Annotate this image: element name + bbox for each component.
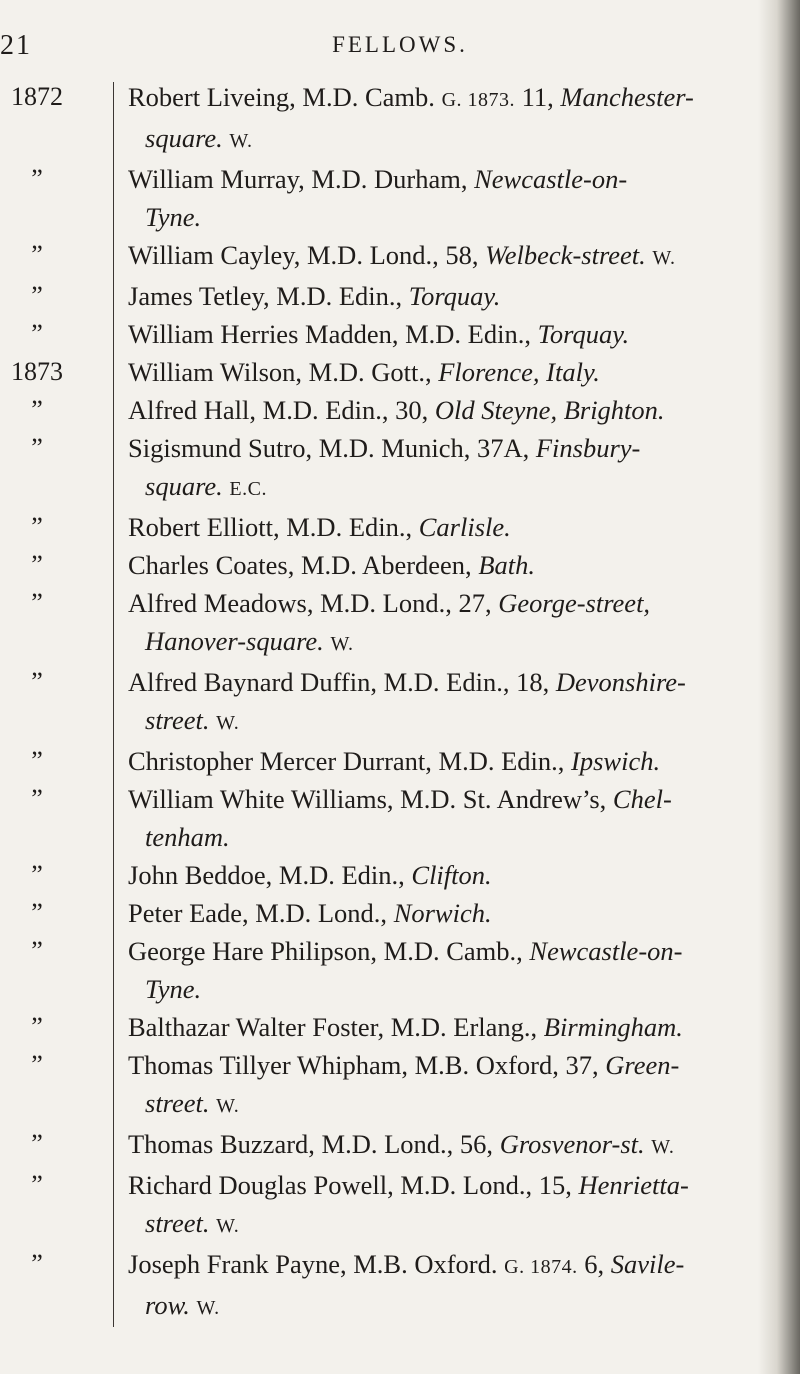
election-year: ” xyxy=(31,550,43,579)
election-year: ” xyxy=(31,898,43,927)
entry-text xyxy=(128,1125,768,1166)
entry-text xyxy=(128,236,768,277)
page-header xyxy=(0,30,800,70)
entry-line xyxy=(128,160,768,198)
entry-segment: Joseph Frank Payne, M.B. Oxford. xyxy=(128,1249,505,1279)
entry-segment: John Beddoe, M.D. Edin., xyxy=(128,860,412,890)
address-text: Carlisle. xyxy=(418,512,511,542)
address-text: Finsbury- xyxy=(535,433,641,463)
address-text: tenham. xyxy=(145,822,230,852)
address-text: Clifton. xyxy=(411,860,492,890)
fellow-entry xyxy=(0,1245,800,1327)
small-caps-text: W. xyxy=(652,247,676,269)
entry-line xyxy=(128,1166,768,1204)
address-text: Hanover-square. xyxy=(145,626,324,656)
entry-text xyxy=(128,1046,768,1125)
entry-segment: Christopher Mercer Durrant, M.D. Edin., xyxy=(128,746,572,776)
entry-continuation-line xyxy=(128,467,768,508)
entry-line xyxy=(128,315,768,353)
small-caps-text: W. xyxy=(196,1297,220,1319)
fellow-entry xyxy=(0,353,800,391)
entry-text xyxy=(128,1008,768,1046)
entry-text xyxy=(128,894,768,932)
election-year: ” xyxy=(31,746,43,775)
small-caps-text: W. xyxy=(216,1095,240,1117)
address-text: Torquay. xyxy=(408,281,501,311)
election-year: ” xyxy=(31,395,43,424)
entry-text xyxy=(128,1245,768,1327)
entry-text xyxy=(128,780,768,856)
small-caps-text: E.C. xyxy=(229,478,267,500)
election-year: ” xyxy=(31,784,43,813)
address-text: Ipswich. xyxy=(571,746,661,776)
address-text: Tyne. xyxy=(145,974,202,1004)
address-text: Grosvenor-st. xyxy=(499,1129,645,1159)
address-text: street. xyxy=(145,705,210,735)
fellow-entry xyxy=(0,1166,800,1245)
address-text: Henrietta- xyxy=(578,1170,689,1200)
entry-line xyxy=(128,1008,768,1046)
address-text: street. xyxy=(145,1088,210,1118)
entry-segment: William Murray, M.D. Durham, xyxy=(128,164,475,194)
running-title: FELLOWS. xyxy=(332,32,468,57)
entry-continuation-line xyxy=(128,970,768,1008)
address-text: Welbeck-street. xyxy=(485,240,646,270)
entry-line xyxy=(128,742,768,780)
address-text: Green- xyxy=(605,1050,680,1080)
address-text: George-street, xyxy=(498,588,651,618)
address-text: row. xyxy=(145,1290,190,1320)
entry-text xyxy=(128,277,768,315)
entry-continuation-line xyxy=(128,818,768,856)
entry-line xyxy=(128,894,768,932)
entry-segment: Robert Elliott, M.D. Edin., xyxy=(128,512,419,542)
fellow-entry xyxy=(0,1046,800,1125)
entry-segment: 6, xyxy=(577,1249,611,1279)
entry-line xyxy=(128,584,768,622)
address-text: Old Steyne, Brighton. xyxy=(434,395,665,425)
entry-continuation-line xyxy=(128,119,768,160)
entry-segment: James Tetley, M.D. Edin., xyxy=(128,281,409,311)
entry-segment: Thomas Buzzard, M.D. Lond., 56, xyxy=(128,1129,500,1159)
entry-continuation-line xyxy=(128,701,768,742)
election-year: ” xyxy=(31,1129,43,1158)
election-year: ” xyxy=(31,588,43,617)
entry-line xyxy=(128,277,768,315)
fellow-entry xyxy=(0,160,800,236)
election-year: ” xyxy=(31,319,43,348)
entry-text xyxy=(128,315,768,353)
entry-text xyxy=(128,78,768,160)
entry-segment: Thomas Tillyer Whipham, M.B. Oxford, 37, xyxy=(128,1050,606,1080)
election-year: ” xyxy=(31,512,43,541)
election-year: ” xyxy=(31,1050,43,1079)
entry-continuation-line xyxy=(128,1286,768,1327)
election-year: ” xyxy=(31,281,43,310)
page-number: 21 xyxy=(0,30,32,61)
entry-segment: Robert Liveing, M.D. Camb. xyxy=(128,82,442,112)
fellow-entry xyxy=(0,78,800,160)
entry-segment: George Hare Philipson, M.D. Camb., xyxy=(128,936,530,966)
entry-text xyxy=(128,856,768,894)
entry-continuation-line xyxy=(128,1084,768,1125)
entry-segment: Richard Douglas Powell, M.D. Lond., 15, xyxy=(128,1170,579,1200)
entry-segment: 11, xyxy=(515,82,561,112)
entry-segment: Balthazar Walter Foster, M.D. Erlang., xyxy=(128,1012,544,1042)
entry-text xyxy=(128,546,768,584)
entry-segment: Sigismund Sutro, M.D. Munich, 37A, xyxy=(128,433,536,463)
election-year: 1873 xyxy=(11,357,63,386)
entry-segment: William Cayley, M.D. Lond., 58, xyxy=(128,240,486,270)
election-year: ” xyxy=(31,1170,43,1199)
entry-text xyxy=(128,508,768,546)
entry-text xyxy=(128,1166,768,1245)
small-caps-text: W. xyxy=(216,1215,240,1237)
small-caps-text: W. xyxy=(229,130,253,152)
address-text: Manchester- xyxy=(560,82,694,112)
small-caps-text: W. xyxy=(216,712,240,734)
entry-text xyxy=(128,353,768,391)
fellow-entry xyxy=(0,391,800,429)
entry-text xyxy=(128,160,768,236)
address-text: Norwich. xyxy=(393,898,492,928)
entry-segment: William Herries Madden, M.D. Edin., xyxy=(128,319,538,349)
fellow-entry xyxy=(0,1125,800,1166)
fellow-entry xyxy=(0,742,800,780)
address-text: square. xyxy=(145,123,223,153)
address-text: Devonshire- xyxy=(555,667,686,697)
address-text: Chel- xyxy=(612,784,672,814)
fellow-entry xyxy=(0,856,800,894)
entry-line xyxy=(128,391,768,429)
entry-segment: William White Williams, M.D. St. Andrew’s, xyxy=(128,784,613,814)
address-text: square. xyxy=(145,471,223,501)
entry-text xyxy=(128,932,768,1008)
fellow-entry xyxy=(0,894,800,932)
entry-line xyxy=(128,508,768,546)
fellow-entry xyxy=(0,546,800,584)
fellow-entry xyxy=(0,780,800,856)
election-year: ” xyxy=(31,936,43,965)
entry-line xyxy=(128,429,768,467)
address-text: Bath. xyxy=(478,550,535,580)
address-text: Tyne. xyxy=(145,202,202,232)
fellow-entry xyxy=(0,932,800,1008)
fellow-entry xyxy=(0,236,800,277)
entry-line xyxy=(128,856,768,894)
election-year: ” xyxy=(31,240,43,269)
entry-segment: Peter Eade, M.D. Lond., xyxy=(128,898,394,928)
entry-line xyxy=(128,236,768,277)
election-year: ” xyxy=(31,1249,43,1278)
small-caps-text: W. xyxy=(651,1136,675,1158)
entry-text xyxy=(128,429,768,508)
address-text: Florence, Italy. xyxy=(438,357,600,387)
address-text: street. xyxy=(145,1208,210,1238)
address-text: Newcastle-on- xyxy=(474,164,628,194)
entry-text xyxy=(128,742,768,780)
entry-continuation-line xyxy=(128,198,768,236)
small-caps-text: G. 1874. xyxy=(504,1256,578,1278)
fellow-entry xyxy=(0,1008,800,1046)
entry-line xyxy=(128,1245,768,1286)
fellow-entry xyxy=(0,584,800,663)
election-year: ” xyxy=(31,164,43,193)
fellows-list xyxy=(0,78,800,1327)
entry-segment: Charles Coates, M.D. Aberdeen, xyxy=(128,550,479,580)
entry-segment xyxy=(190,1290,197,1320)
election-year: ” xyxy=(31,1012,43,1041)
entry-text xyxy=(128,584,768,663)
address-text: Savile- xyxy=(610,1249,685,1279)
fellow-entry xyxy=(0,429,800,508)
entry-continuation-line xyxy=(128,1204,768,1245)
entry-segment: Alfred Baynard Duffin, M.D. Edin., 18, xyxy=(128,667,556,697)
fellow-entry xyxy=(0,663,800,742)
entry-line xyxy=(128,780,768,818)
election-year: ” xyxy=(31,667,43,696)
election-year: 1872 xyxy=(11,82,63,111)
fellow-entry xyxy=(0,277,800,315)
entry-line xyxy=(128,1046,768,1084)
entry-line xyxy=(128,353,768,391)
small-caps-text: W. xyxy=(330,633,354,655)
entry-line xyxy=(128,1125,768,1166)
fellow-entry xyxy=(0,508,800,546)
address-text: Birmingham. xyxy=(543,1012,683,1042)
election-year: ” xyxy=(31,860,43,889)
entry-line xyxy=(128,932,768,970)
entry-text xyxy=(128,663,768,742)
entry-segment: William Wilson, M.D. Gott., xyxy=(128,357,439,387)
entry-line xyxy=(128,78,768,119)
small-caps-text: G. 1873. xyxy=(441,89,516,111)
entry-segment: Alfred Hall, M.D. Edin., 30, xyxy=(128,395,435,425)
entry-segment: Alfred Meadows, M.D. Lond., 27, xyxy=(128,588,499,618)
entry-text xyxy=(128,391,768,429)
entry-line xyxy=(128,546,768,584)
address-text: Newcastle-on- xyxy=(529,936,683,966)
entry-continuation-line xyxy=(128,622,768,663)
fellow-entry xyxy=(0,315,800,353)
election-year: ” xyxy=(31,433,43,462)
address-text: Torquay. xyxy=(537,319,630,349)
entry-line xyxy=(128,663,768,701)
